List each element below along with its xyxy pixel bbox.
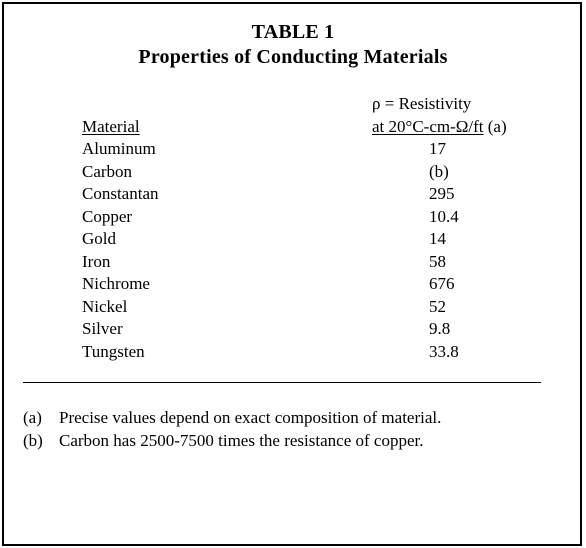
material-name: Iron	[82, 251, 111, 271]
table-row	[0, 318, 586, 341]
resistivity-value: 295	[429, 184, 455, 203]
resistivity-value: 58	[429, 251, 446, 271]
table-row	[0, 341, 586, 364]
table-row	[0, 183, 586, 206]
material-name: Constantan	[82, 184, 159, 203]
footnote-divider	[23, 382, 541, 383]
footnote-mark: (b)	[23, 431, 43, 450]
resistivity-value: 676	[429, 274, 455, 293]
resistivity-column-header	[372, 117, 507, 137]
material-name: Carbon	[82, 161, 133, 181]
resistivity-value: (b)	[429, 161, 449, 181]
resistivity-value: 17	[429, 139, 446, 158]
footnote-text: Precise values depend on exact composition of material.	[59, 408, 442, 427]
resistivity-value: 52	[429, 296, 446, 316]
material-rows	[0, 138, 586, 363]
material-name: Nichrome	[82, 274, 150, 293]
footnote-text: Carbon has 2500-7500 times the resistance of copper.	[59, 431, 424, 450]
resistivity-footnote-ref: (a)	[483, 117, 507, 136]
material-header-label: Material	[82, 117, 140, 136]
table-row	[0, 251, 586, 274]
material-name: Copper	[82, 206, 133, 226]
table-row	[0, 138, 586, 161]
table-row	[0, 273, 586, 296]
resistivity-header-line1: ρ = Resistivity	[372, 94, 472, 113]
table-title: Properties of Conducting Materials	[138, 46, 448, 68]
resistivity-value: 9.8	[429, 319, 451, 338]
resistivity-value: 14	[429, 229, 446, 248]
resistivity-units-label: at 20°C-cm-Ω/ft	[372, 117, 484, 136]
footnote-b	[23, 430, 423, 452]
footnote-a	[23, 407, 441, 429]
material-column-header	[82, 117, 140, 137]
material-name: Aluminum	[82, 139, 156, 158]
table-number: TABLE 1	[251, 21, 335, 43]
resistivity-value: 33.8	[429, 341, 459, 361]
table-row	[0, 161, 586, 184]
table-row	[0, 206, 586, 229]
table-row	[0, 228, 586, 251]
table-row	[0, 296, 586, 319]
material-name: Nickel	[82, 296, 128, 316]
resistivity-value: 10.4	[429, 206, 459, 226]
footnote-mark: (a)	[23, 408, 42, 427]
material-name: Silver	[82, 319, 123, 338]
material-name: Gold	[82, 229, 116, 248]
material-name: Tungsten	[82, 341, 145, 361]
